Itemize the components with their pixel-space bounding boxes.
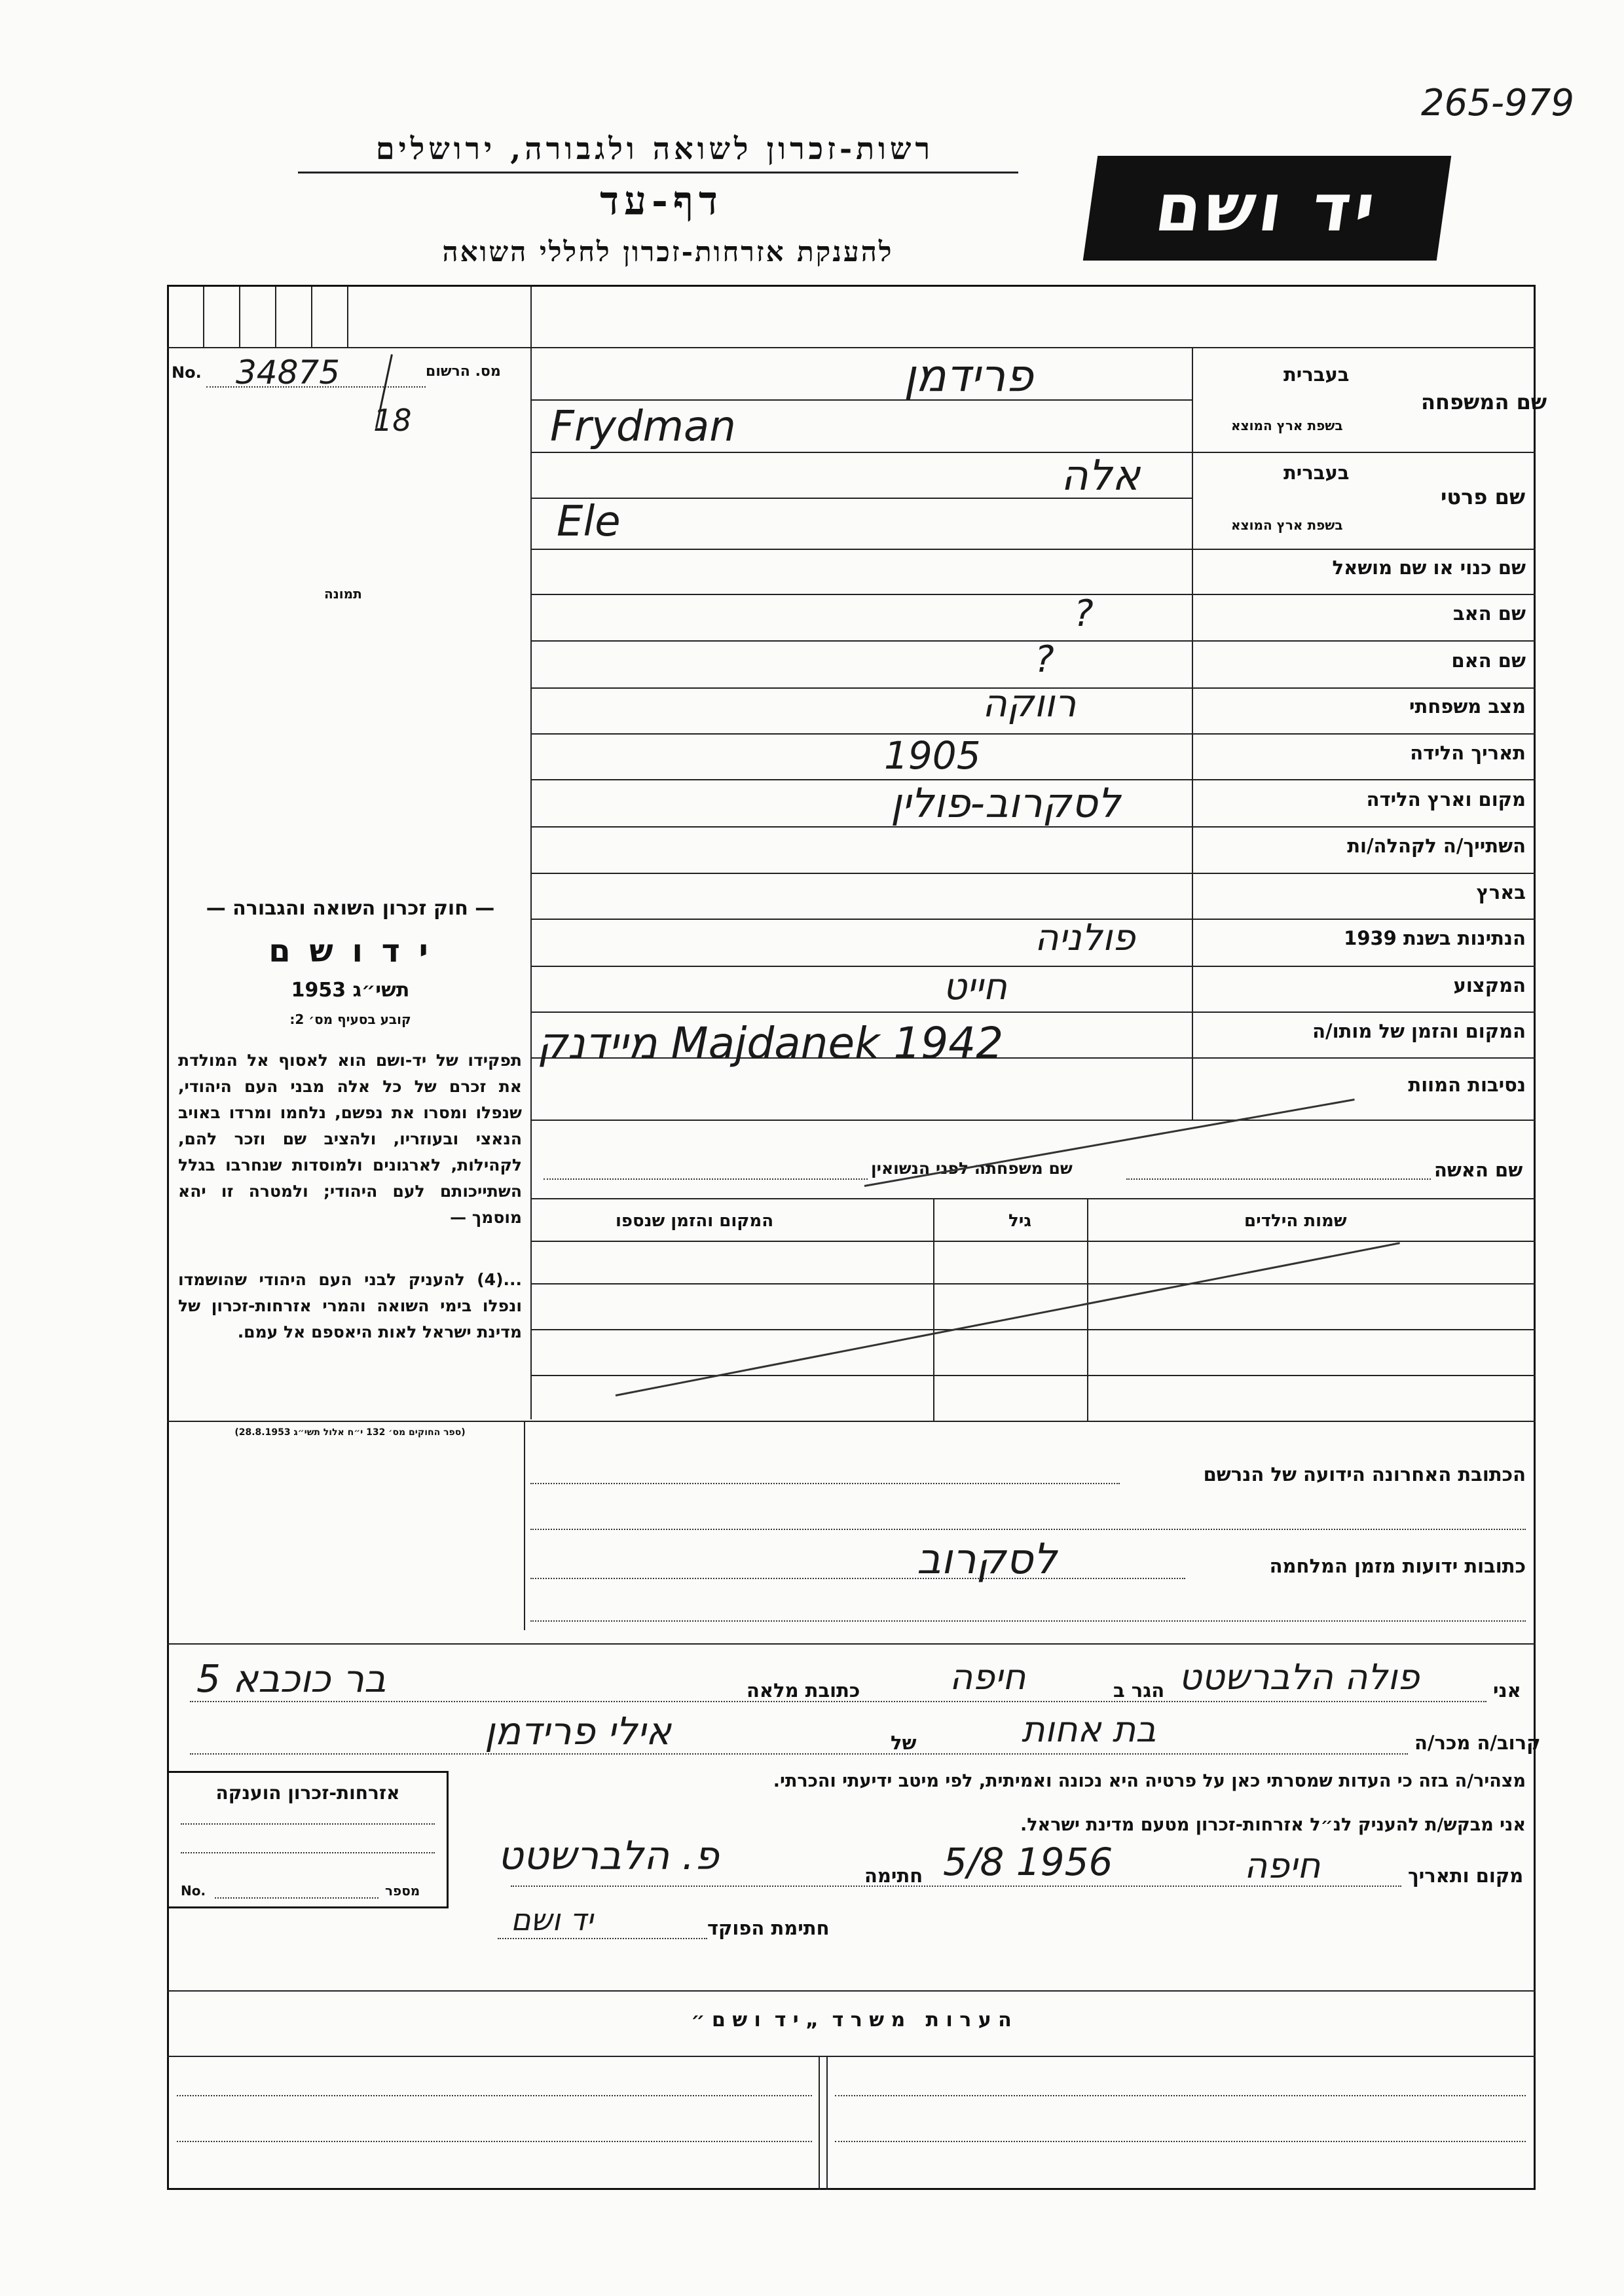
first-name-hebrew-label: בעברית xyxy=(1283,462,1350,484)
wife-maiden-label: שם משפחתה לפני הנשואין xyxy=(871,1159,1073,1178)
registry-fraction: 18 xyxy=(373,403,412,438)
sign-label: חתימה xyxy=(864,1865,923,1887)
nickname-label: שם כנוי או שם מושאל xyxy=(1332,556,1526,579)
children-place-header: המקום והזמן שנספו xyxy=(616,1211,774,1231)
family-name-hebrew-label: בעברית xyxy=(1283,363,1350,386)
first-name-hebrew-value: אלה xyxy=(1061,452,1140,500)
witness-name-value: פולה הלברשטט xyxy=(1179,1656,1420,1698)
mother-label: שם האם xyxy=(1451,649,1526,672)
yad-vashem-logo xyxy=(1083,156,1451,261)
box-no-label: No. xyxy=(181,1883,206,1899)
relation-value: בת אחות xyxy=(1022,1709,1156,1750)
war-address-label: כתובות ידועות מזמן המלחמה xyxy=(1269,1555,1526,1577)
registry-no-label: No. xyxy=(172,363,202,382)
date-value: 5/8 1956 xyxy=(943,1840,1113,1884)
family-name-hebrew-value: פרידמן xyxy=(904,350,1033,402)
law-body-2: ...(4) להעניק לבני העם היהודי שהושמדו ונפלו בימי השואה והמרי אזרחות-זכרון של מדינת ישראל לאות היאספם אל עמם. xyxy=(178,1270,522,1341)
registry-number: 34875 xyxy=(236,354,341,392)
law-name: י ד ו ש ם xyxy=(268,933,432,970)
death-place-value: מיידנק Majdanek 1942 xyxy=(537,1018,1004,1068)
first-name-label: שם פרטי xyxy=(1441,484,1526,509)
death-place-label: המקום והזמן של מותו/ה xyxy=(1312,1020,1526,1042)
law-year: תשי״ג 1953 xyxy=(291,979,410,1002)
father-label: שם האב xyxy=(1452,602,1526,625)
signature-value: פ. הלברשטט xyxy=(498,1833,719,1879)
authority-title: רשות-זכרון לשואה ולגבורה, ירושלים xyxy=(375,131,934,166)
document-number: 265-979 xyxy=(1421,82,1574,124)
children-age-header: גיל xyxy=(1008,1211,1032,1231)
law-source: (ספר החוקים מס׳ 132 י״ח אלול תשי״ג 28.8.1953) xyxy=(234,1427,466,1438)
box-no-heb-label: מספר xyxy=(385,1883,420,1899)
profession-label: המקצוע xyxy=(1453,974,1526,996)
officer-signature: יד ושם xyxy=(511,1902,593,1937)
citizenship-value: פולניה xyxy=(1035,917,1135,959)
birth-place-label: מקום וארץ הלידה xyxy=(1366,788,1526,811)
country-label: בארץ xyxy=(1476,881,1526,903)
citizenship-box xyxy=(167,1771,449,1908)
witness-address-label: כתובת מלאה xyxy=(747,1679,860,1702)
relation-of-value: אילי פרידמן xyxy=(485,1709,671,1753)
logo-text: יד ושם xyxy=(1151,170,1384,246)
marital-value: רווקה xyxy=(982,681,1077,725)
remarks-title: ה ע ר ו ת מ ש ר ד „ י ד ו ש ם ״ xyxy=(691,2009,1012,2032)
community-label: השתייך/ה לקהלה/ות xyxy=(1347,835,1526,857)
birth-place-value: לסקרוב-פולין xyxy=(891,779,1121,827)
law-clause: קובע בסעיף מס׳ 2: xyxy=(289,1011,411,1027)
father-value: ? xyxy=(1074,592,1094,635)
first-name-origin-value: Ele xyxy=(557,498,621,546)
page-subtitle: להענקת אזרחות-זכרון לחללי השואה xyxy=(442,236,894,268)
wife-label: שם האשה xyxy=(1434,1159,1523,1181)
first-name-origin-label: בשפת ארץ המוצא xyxy=(1231,517,1343,533)
page-title: דף-עד xyxy=(600,178,723,224)
citizenship-label: הנתינות בשנת 1939 xyxy=(1344,927,1526,949)
birth-date-value: 1905 xyxy=(884,733,981,778)
place-value: חיפה xyxy=(1244,1845,1321,1886)
marital-label: מצב משפחתי xyxy=(1409,695,1526,718)
place-date-label: מקום ותאריך xyxy=(1408,1865,1524,1887)
photo-label: תמונה xyxy=(324,586,362,602)
registry-heb-label: מס. הרשום xyxy=(426,363,501,380)
law-body: תפקידו של יד-ושם הוא לאסוף אל המולדת את זכרם של כל אלה מבני העם היהודי, שנפלו ומסרו את נפשם, נלחמו ומרדו באויב הנאצי ובעוזריו, ולהציב שם וזכר להם, לקהילות, לארגונים ולמוסדות שנחרבו בגלל השתייכותם לעם היהודי; ולמטרה זו יהא מוסמך — xyxy=(178,1051,522,1227)
last-address-label: הכתובת האחרונה הידועה של הנרשם xyxy=(1203,1463,1526,1485)
family-name-origin-value: Frydman xyxy=(550,403,736,451)
family-name-label: שם המשפחה xyxy=(1421,390,1547,414)
death-circ-label: נסיבות המוות xyxy=(1408,1074,1526,1096)
witness-resides-label: הגר ב xyxy=(1113,1679,1165,1702)
request-text: אני מבקש/ת להעניק לנ״ל אזרחות-זכרון מטעם מדינת ישראל. xyxy=(1020,1815,1526,1835)
officer-label: חתימת הפוקד xyxy=(707,1917,830,1939)
profession-value: חייט xyxy=(943,966,1007,1008)
witness-city-value: חיפה xyxy=(950,1656,1026,1698)
birth-date-label: תאריך הלידה xyxy=(1410,742,1526,764)
declaration-text: מצהיר/ה בזה כי העדות שמסרתי כאן על פרטיה היא נכונה ואמיתית, לפי מיטב ידיעתי והכרתי. xyxy=(773,1771,1526,1791)
family-name-origin-label: בשפת ארץ המוצא xyxy=(1231,418,1343,433)
war-address-value: לסקרוב xyxy=(917,1535,1057,1584)
relation-label: קרוב/ה מכר/ה xyxy=(1414,1732,1541,1754)
witness-address-value: בר כוכבא 5 xyxy=(196,1656,386,1701)
citizenship-box-title: אזרחות-זכרון הוענקה xyxy=(215,1782,400,1804)
law-title: — חוק זכרון השואה והגבורה — xyxy=(206,897,495,920)
children-names-header: שמות הילדים xyxy=(1244,1211,1347,1231)
mother-value: ? xyxy=(1035,638,1054,681)
witness-i-label: אני xyxy=(1493,1679,1521,1702)
relation-of-label: של xyxy=(891,1732,917,1754)
